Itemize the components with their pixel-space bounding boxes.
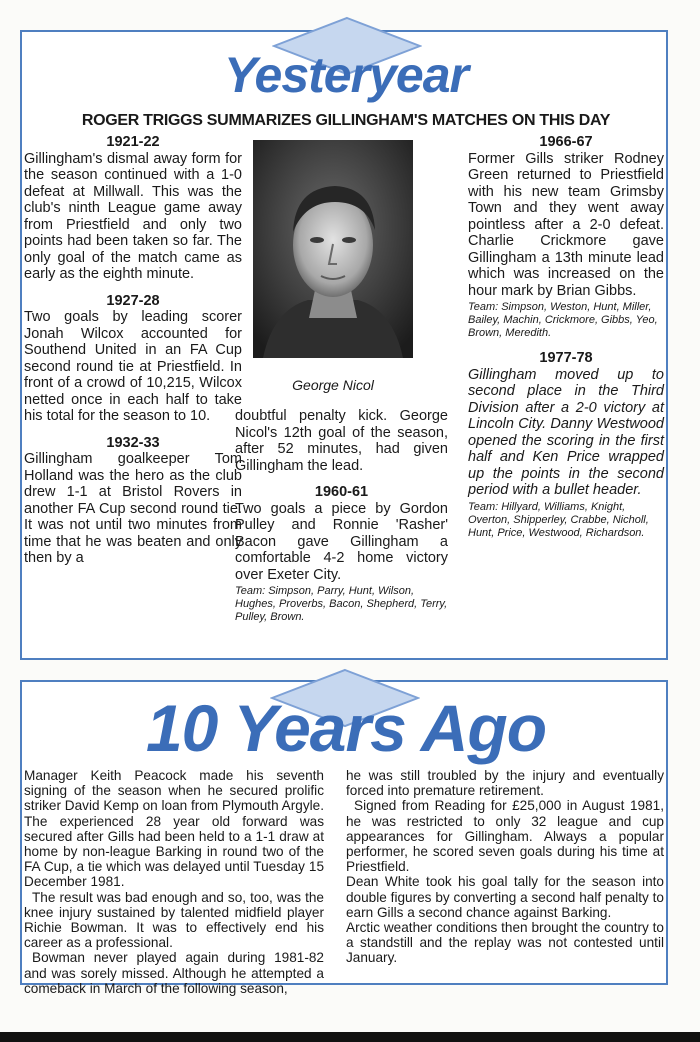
left-column bbox=[24, 134, 242, 567]
entry-text: Gillingham goalkeeper Tom Holland was the hero as the club drew 1-1 at Bristol Rovers in another FA Cup second round tie. It was not until two minutes from time that he was beaten and only then by a bbox=[24, 451, 242, 566]
ten-years-left-column bbox=[24, 768, 324, 996]
middle-column bbox=[235, 408, 448, 624]
paragraph: he was still troubled by the injury and eventually forced into premature retirement. bbox=[346, 768, 664, 799]
entry-text-continued: doubtful penalty kick. George Nicol's 12th goal of the season, after 52 minutes, had given Gillingham the lead. bbox=[235, 408, 448, 474]
entry-year: 1932-33 bbox=[106, 434, 160, 451]
paragraph: Bowman never played again during 1981-82 and was sorely missed. Although he attempted a comeback in March of the following season, bbox=[24, 950, 324, 996]
entry-text: Gillingham moved up to second place in the Third Division after a 2-0 victory at Lincoln City. Danny Westwood opened the scoring in the first half and Ken Price wrapped up the points in the second period with a bullet header. bbox=[468, 366, 664, 498]
ten-years-ago-panel bbox=[20, 680, 668, 996]
entry-year: 1966-67 bbox=[539, 134, 593, 150]
ten-years-right-column bbox=[346, 768, 664, 966]
yesteryear-subtitle: ROGER TRIGGS SUMMARIZES GILLINGHAM'S MATCHES ON THIS DAY bbox=[81, 112, 611, 129]
photo-caption: George Nicol bbox=[292, 377, 374, 393]
entry-team: Team: Simpson, Parry, Hunt, Wilson, Hughes, Proverbs, Bacon, Shepherd, Terry, Pulley, Brown. bbox=[235, 585, 448, 623]
portrait-illustration bbox=[253, 140, 413, 358]
paragraph: The result was bad enough and so, too, was the knee injury sustained by talented midfield player Richie Bowman. It was to effectively end his career as a professional. bbox=[24, 889, 324, 951]
entry-text: Gillingham's dismal away form for the season continued with a 1-0 defeat at Millwall. This was the club's ninth League game away from Priestfield and only two points had been taken so far. The only goal of the match came as early as the eighth minute. bbox=[24, 150, 242, 282]
paragraph: Arctic weather conditions then brought the country to a standstill and the replay was not contested until January. bbox=[346, 920, 664, 966]
paragraph: Dean White took his goal tally for the season into double figures by converting a second half penalty to earn Gills a second chance against Barking. bbox=[346, 874, 664, 920]
entry-text: Two goals a piece by Gordon Pulley and Ronnie 'Rasher' Bacon gave Gillingham a comfortable 4-2 home victory over Exeter City. bbox=[235, 500, 448, 583]
page-bottom-edge bbox=[0, 1032, 700, 1042]
paragraph: Signed from Reading for £25,000 in August 1981, he was restricted to only 32 league and cup appearances for Gillingham. Always a popular performer, he scored seven goals during his time at Priestfield. bbox=[346, 798, 664, 875]
entry-text: Former Gills striker Rodney Green returned to Priestfield with his new team Grimsby Town and they went away pointless after a 2-0 defeat. Charlie Crickmore gave Gillingham a 13th minute lead which was increased on the hour mark by Brian Gibbs. bbox=[468, 150, 664, 299]
entry-text: Two goals by leading scorer Jonah Wilcox accounted for Southend United in an FA Cup second round tie at Priestfield. In front of a crowd of 10,215, Wilcox netted once in each half to take his total for the season to 10. bbox=[24, 309, 242, 424]
paragraph: Manager Keith Peacock made his seventh signing of the season when he secured prolific striker David Kemp on loan from Plymouth Argyle. The experienced 28 year old forward was secured after Gills had been held to a 1-1 draw at home by non-league Barking in round two of the FA Cup, a tie which was delayed until Tuesday 15 December 1981. bbox=[24, 768, 324, 890]
entry-year: 1921-22 bbox=[106, 134, 160, 150]
ten-years-ago-title: 10 Years Ago bbox=[145, 691, 547, 765]
entry-year: 1960-61 bbox=[314, 484, 369, 500]
entry-year: 1927-28 bbox=[106, 292, 160, 309]
yesteryear-panel bbox=[20, 30, 668, 660]
yesteryear-title: Yesteryear bbox=[224, 47, 468, 103]
right-column bbox=[468, 134, 664, 540]
entry-team: Team: Hillyard, Williams, Knight, Overton, Shipperley, Crabbe, Nicholl, Hunt, Price, Westwood, Richardson. bbox=[468, 500, 649, 539]
entry-team: Team: Simpson, Weston, Hunt, Miller, Bailey, Machin, Crickmore, Gibbs, Yeo, Brown, Meredith. bbox=[468, 301, 658, 339]
george-nicol-photo bbox=[253, 140, 413, 358]
entry-year: 1977-78 bbox=[539, 350, 593, 366]
